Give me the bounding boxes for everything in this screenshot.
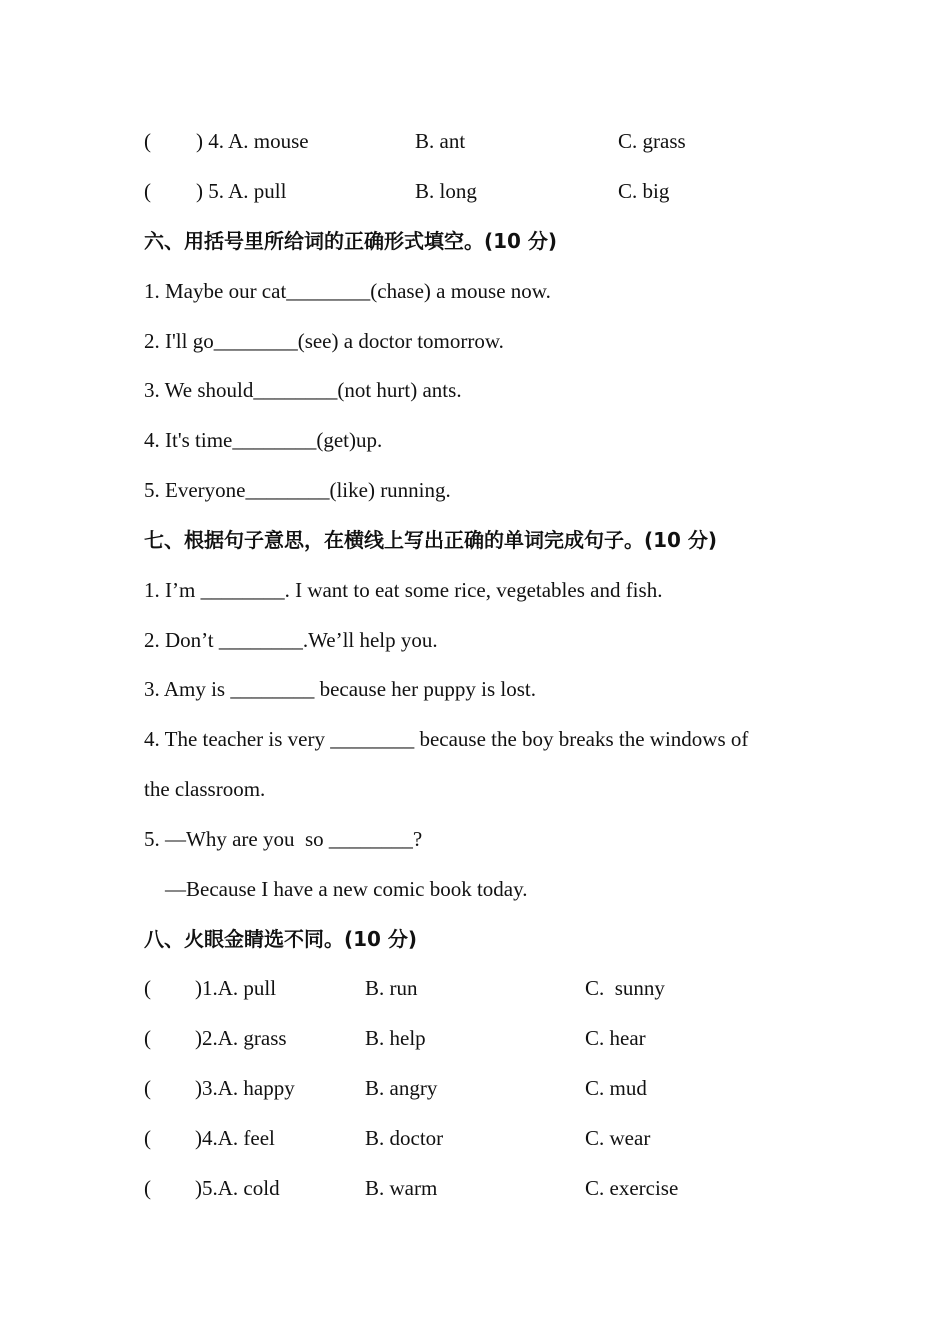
section6-item-3: 3. We should________(not hurt) ants. [144, 378, 462, 402]
option-b: B. ant [415, 129, 466, 153]
section7-item-5-answer: —Because I have a new comic book today. [165, 877, 528, 901]
option-b: B. long [415, 179, 477, 203]
option-c: C. exercise [585, 1176, 679, 1200]
option-b: B. doctor [365, 1126, 444, 1150]
answer-paren[interactable]: ( [144, 976, 151, 1000]
option-a: )1.A. pull [195, 976, 277, 1000]
option-c: C. big [618, 179, 670, 203]
section7-heading: 七、根据句子意思，在横线上写出正确的单词完成句子。(10 分) [144, 528, 718, 552]
option-b: B. run [365, 976, 418, 1000]
section7-item-4: 4. The teacher is very ________ because the boy breaks the windows of [144, 727, 749, 751]
section8-heading: 八、火眼金睛选不同。(10 分) [144, 927, 418, 951]
option-a: ) 4. A. mouse [196, 129, 309, 153]
section6-heading: 六、用括号里所给词的正确形式填空。(10 分) [144, 229, 558, 253]
answer-paren[interactable]: ( [144, 1026, 151, 1050]
option-c: C. mud [585, 1076, 647, 1100]
option-a: ) 5. A. pull [196, 179, 287, 203]
option-a: )2.A. grass [195, 1026, 287, 1050]
option-b: B. angry [365, 1076, 438, 1100]
answer-paren[interactable]: ( [144, 179, 151, 203]
option-c: C. sunny [585, 976, 665, 1000]
option-c: C. hear [585, 1026, 646, 1050]
option-c: C. wear [585, 1126, 651, 1150]
section7-item-3: 3. Amy is ________ because her puppy is lost. [144, 677, 536, 701]
option-b: B. warm [365, 1176, 438, 1200]
section6-item-5: 5. Everyone________(like) running. [144, 478, 451, 502]
section7-item-1: 1. I’m ________. I want to eat some rice, vegetables and fish. [144, 578, 663, 602]
section6-item-2: 2. I'll go________(see) a doctor tomorrow. [144, 329, 504, 353]
option-a: )5.A. cold [195, 1176, 280, 1200]
option-c: C. grass [618, 129, 686, 153]
section6-item-4: 4. It's time________(get)up. [144, 428, 383, 452]
section6-item-1: 1. Maybe our cat________(chase) a mouse now. [144, 279, 551, 303]
answer-paren[interactable]: ( [144, 1176, 151, 1200]
answer-paren[interactable]: ( [144, 129, 151, 153]
option-b: B. help [365, 1026, 426, 1050]
section7-item-5-question: 5. —Why are you so ________? [144, 827, 423, 851]
option-a: )4.A. feel [195, 1126, 275, 1150]
section7-item-2: 2. Don’t ________.We’ll help you. [144, 628, 438, 652]
option-a: )3.A. happy [195, 1076, 295, 1100]
answer-paren[interactable]: ( [144, 1126, 151, 1150]
answer-paren[interactable]: ( [144, 1076, 151, 1100]
section7-item-4-continued: the classroom. [144, 777, 266, 801]
